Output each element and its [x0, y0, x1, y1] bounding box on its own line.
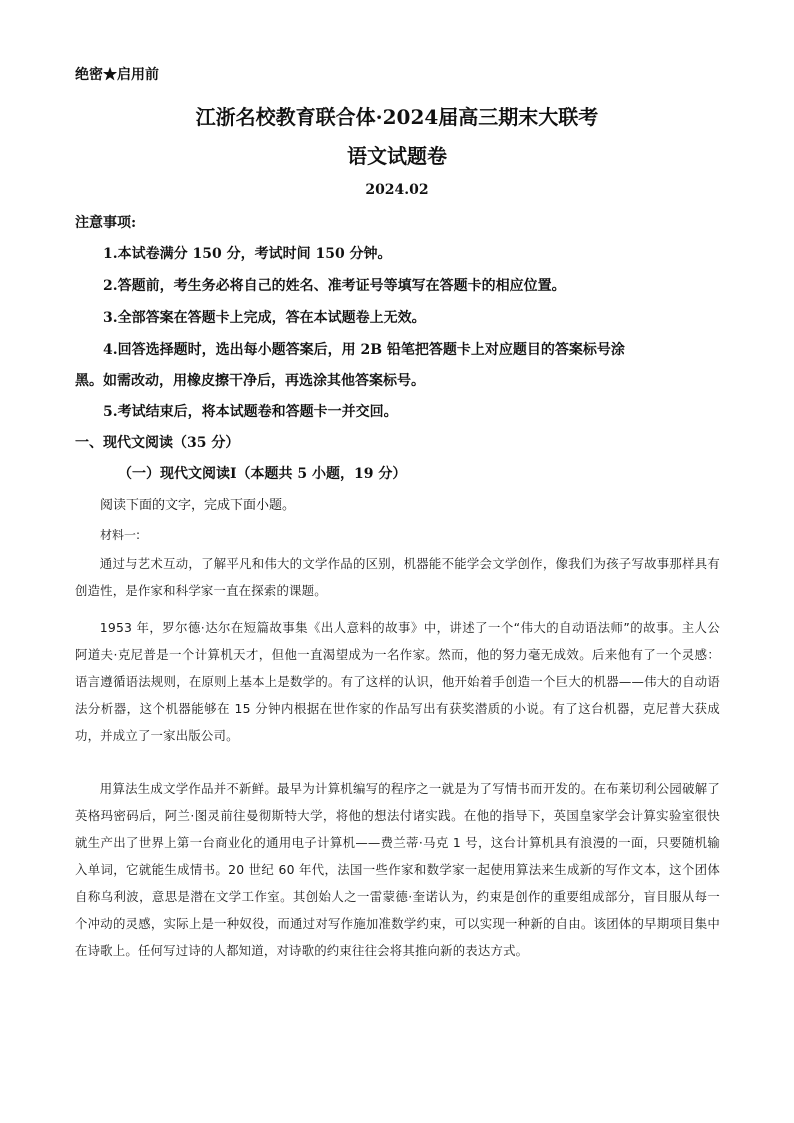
notice-item: 黑。如需改动，用橡皮擦干净后，再选涂其他答案标号。	[75, 373, 425, 389]
notice-heading: 注意事项:	[75, 215, 137, 231]
section-heading: 一、现代文阅读（35 分）	[75, 435, 240, 451]
notice-item: 1.本试卷满分 150 分，考试时间 150 分钟。	[103, 246, 392, 262]
passage-paragraph: 通过与艺术互动，了解平凡和伟大的文学作品的区别，机器能不能学会文学创作，像我们为孩子写故事那样具有创造性，是作家和科学家一直在探索的课题。	[75, 556, 720, 598]
material-label: 材料一:	[100, 528, 141, 542]
exam-subtitle: 语文试题卷	[347, 144, 447, 168]
passage-paragraph: 1953 年，罗尔德·达尔在短篇故事集《出人意料的故事》中，讲述了一个“伟大的自动语法师”的故事。主人公阿道夫·克尼普是一个计算机天才，但他一直渴望成为一名作家。然而，他的努力毫无成效。后来他有了一个灵感：语言遵循语法规则，在原则上基本上是数学的。有了这样的认识，他开始着手创造一个巨大的机器——伟大的自动语法分析器，这个机器能够在 15 分钟内根据在世作家的作品写出有获奖潜质的小说。有了这台机器，克尼普大获成功，并成立了一家出版公司。	[75, 620, 720, 743]
notice-item: 3.全部答案在答题卡上完成，答在本试题卷上无效。	[103, 310, 426, 326]
notice-item: 4.回答选择题时，选出每小题答案后，用 2B 铅笔把答题卡上对应题目的答案标号涂	[103, 342, 625, 358]
notice-item: 5.考试结束后，将本试题卷和答题卡一并交回。	[103, 404, 398, 420]
exam-title: 江浙名校教育联合体·2024届高三期末大联考	[195, 105, 599, 129]
reading-instruction: 阅读下面的文字，完成下面小题。	[100, 498, 296, 513]
passage-paragraph: 用算法生成文学作品并不新鲜。最早为计算机编写的程序之一就是为了写情书而开发的。在布莱切利公园破解了英格玛密码后，阿兰·图灵前往曼彻斯特大学，将他的想法付诸实践。在他的指导下，英国皇家学会计算实验室很快就生产出了世界上第一台商业化的通用电子计算机——费兰蒂·马克 1 号，这台计算机具有浪漫的一面，只要随机输入单词，它就能生成情书。20 世纪 60 年代，法国一些作家和数学家一起使用算法来生成新的写作文本，这个团体自称乌利波，意思是潜在文学工作室。其创始人之一雷蒙德·奎诺认为，约束是创作的重要组成部分，盲目服从每一个冲动的灵感，实际上是一种奴役，而通过对写作施加准数学约束，可以实现一种新的自由。该团体的早期项目集中在诗歌上。任何写过诗的人都知道，对诗歌的约束往往会将其推向新的表达方式。	[75, 781, 720, 958]
notice-item: 2.答题前，考生务必将自己的姓名、准考证号等填写在答题卡的相应位置。	[103, 278, 566, 294]
exam-date: 2024.02	[365, 182, 429, 198]
section-subheading: （一）现代文阅读Ⅰ（本题共 5 小题，19 分）	[118, 466, 407, 482]
secret-label: 绝密★启用前	[75, 67, 159, 83]
